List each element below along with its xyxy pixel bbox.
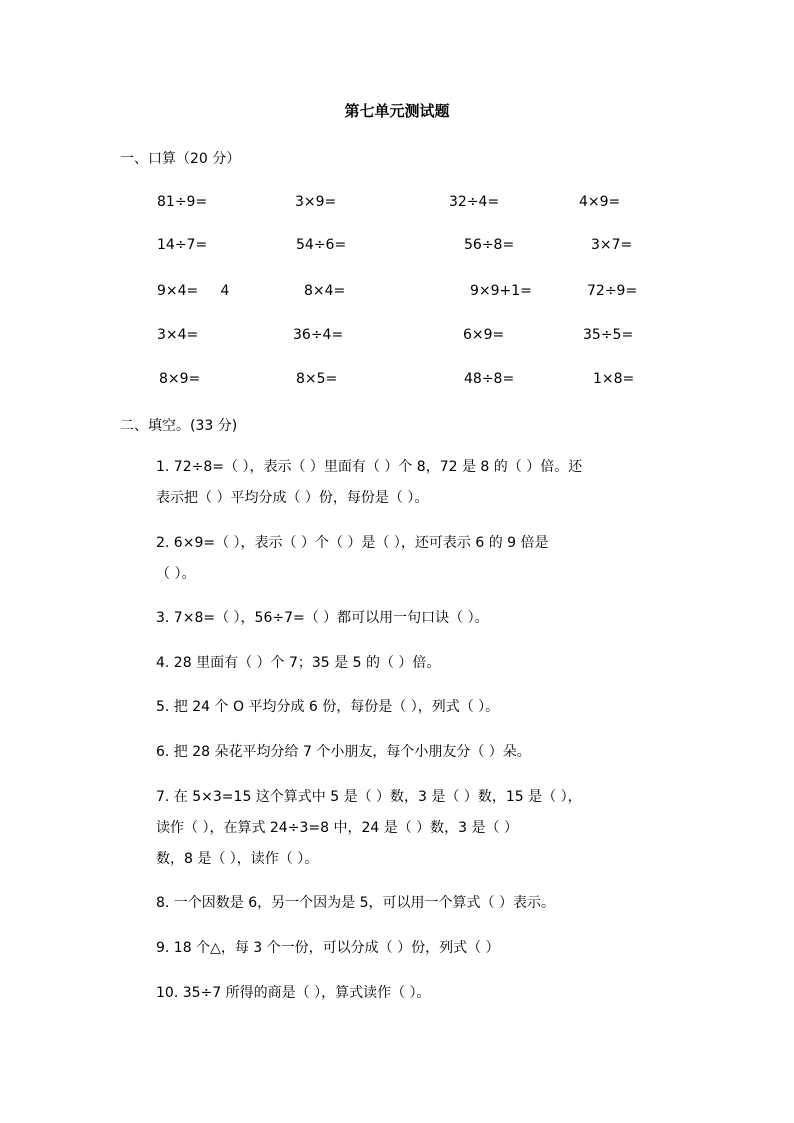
calc-item: 48÷8= xyxy=(464,371,515,387)
calc-item: 36÷4= xyxy=(293,327,344,343)
fill-question-5 xyxy=(156,692,686,723)
calc-item: 35÷5= xyxy=(583,327,634,343)
calc-item: 9×9+1= xyxy=(470,283,532,299)
fill-question-4 xyxy=(156,648,686,679)
calc-item: 81÷9= xyxy=(157,194,208,210)
page-title: 第七单元测试题 xyxy=(344,102,450,120)
calc-item: 9×4= 4 xyxy=(157,283,230,299)
question-line: 10. 35÷7 所得的商是（ ），算式读作（ ）。 xyxy=(156,985,431,1001)
fill-question-10 xyxy=(156,978,686,1009)
calc-item: 3×4= xyxy=(157,327,199,343)
fill-question-1 xyxy=(156,452,686,514)
fill-question-2 xyxy=(156,528,686,590)
calc-item: 32÷4= xyxy=(449,194,500,210)
calc-item: 72÷9= xyxy=(587,283,638,299)
calc-item: 54÷6= xyxy=(296,237,347,253)
question-line: 读作（ ），在算式 24÷3=8 中，24 是（ ）数，3 是（ ） xyxy=(156,820,518,836)
question-line: 7. 在 5×3=15 这个算式中 5 是（ ）数，3 是（ ）数，15 是（ ）， xyxy=(156,789,582,805)
fill-question-8 xyxy=(156,888,686,919)
calc-item: 4×9= xyxy=(579,194,621,210)
question-line: （ ）。 xyxy=(156,566,196,582)
calc-item: 3×7= xyxy=(591,237,633,253)
question-line: 表示把（ ）平均分成（ ）份，每份是（ ）。 xyxy=(156,490,429,506)
question-line: 8. 一个因数是 6，另一个因为是 5，可以用一个算式（ ）表示。 xyxy=(156,895,555,911)
question-line: 3. 7×8=（ ），56÷7=（ ）都可以用一句口诀（ ）。 xyxy=(156,610,489,626)
calc-row xyxy=(0,327,794,347)
fill-question-7 xyxy=(156,782,686,875)
calc-item: 8×4= xyxy=(304,283,346,299)
calc-row xyxy=(0,371,794,391)
calc-item: 1×8= xyxy=(593,371,635,387)
question-line: 数，8 是（ ），读作（ ）。 xyxy=(156,851,319,867)
question-line: 9. 18 个△，每 3 个一份，可以分成（ ）份，列式（ ） xyxy=(156,940,500,956)
section-1-heading: 一、口算（20 分） xyxy=(120,151,241,167)
calc-item: 3×9= xyxy=(295,194,337,210)
fill-question-6 xyxy=(156,737,686,768)
question-line: 1. 72÷8=（ ），表示（ ）里面有（ ）个 8，72 是 8 的（ ）倍。还 xyxy=(156,459,583,475)
calc-item: 14÷7= xyxy=(157,237,208,253)
fill-question-9 xyxy=(156,933,686,964)
calc-row xyxy=(0,194,794,214)
calc-item: 8×9= xyxy=(159,371,201,387)
question-line: 4. 28 里面有（ ）个 7；35 是 5 的（ ）倍。 xyxy=(156,655,441,671)
question-line: 6. 把 28 朵花平均分给 7 个小朋友，每个小朋友分（ ）朵。 xyxy=(156,744,531,760)
fill-question-3 xyxy=(156,603,686,634)
calc-row xyxy=(0,237,794,257)
question-line: 2. 6×9=（ ），表示（ ）个（ ）是（ ），还可表示 6 的 9 倍是 xyxy=(156,535,549,551)
question-line: 5. 把 24 个 O 平均分成 6 份，每份是（ ），列式（ ）。 xyxy=(156,699,500,715)
section-2-heading: 二、填空。(33 分) xyxy=(120,418,238,434)
calc-item: 8×5= xyxy=(296,371,338,387)
calc-item: 56÷8= xyxy=(464,237,515,253)
calc-row xyxy=(0,283,794,303)
calc-item: 6×9= xyxy=(463,327,505,343)
